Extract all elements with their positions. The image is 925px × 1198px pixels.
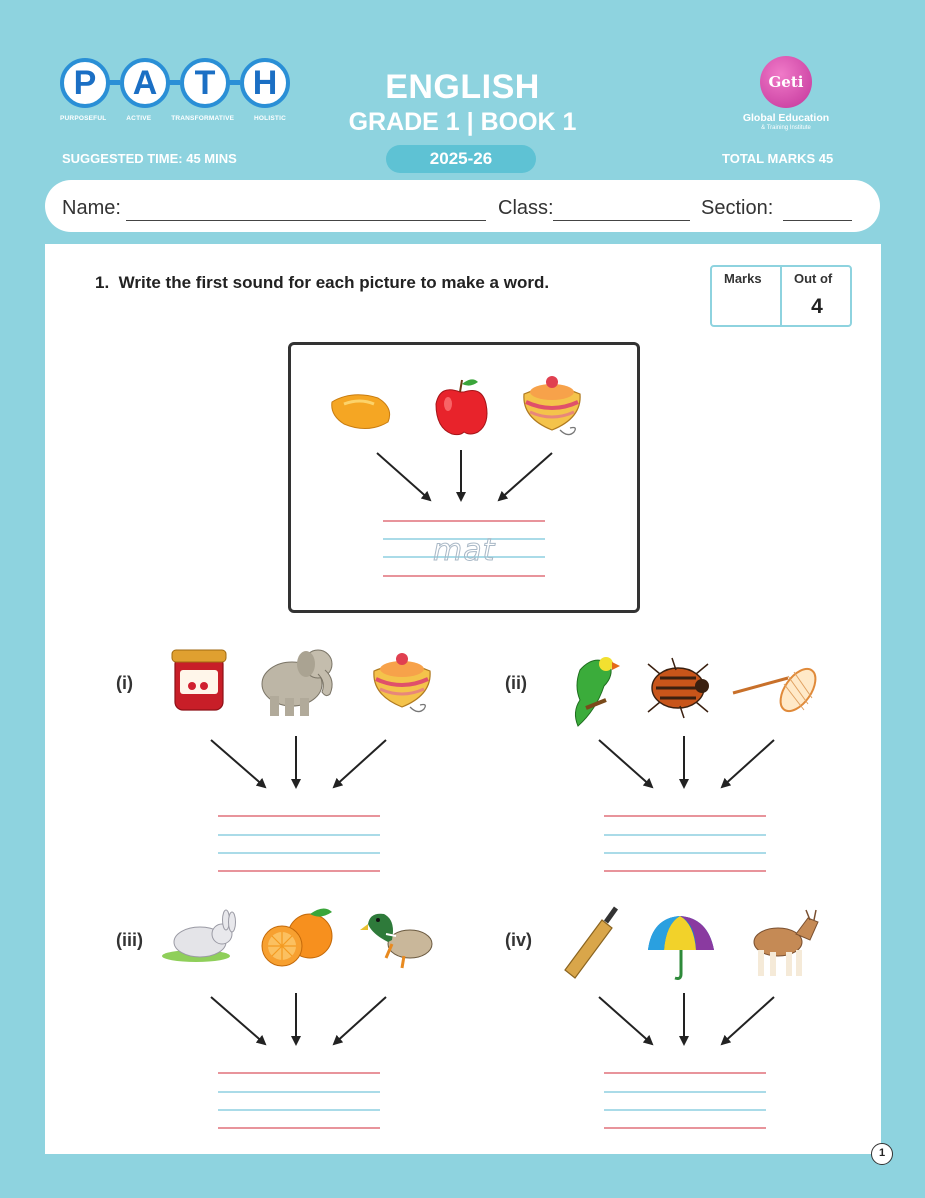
question-number: 1. [95,273,110,292]
logo-letter-a: A [120,58,170,108]
item-ii-writing-lines[interactable] [604,816,766,871]
item-i-writing-lines[interactable] [218,816,380,871]
goat-icon [754,910,818,976]
logo-letter-t: T [180,58,230,108]
item-label-iii: (iii) [116,930,143,950]
item-i-arrows [211,736,386,787]
marks-label: Marks [724,271,762,286]
out-of-label: Out of [794,271,833,286]
parrot-icon [575,657,620,726]
logo-letter-h: H [240,58,290,108]
grade-book-title: GRADE 1 | BOOK 1 [348,108,577,136]
item-ii-arrows [599,736,774,787]
section-label: Section: [701,197,774,219]
apple-icon [436,379,487,434]
subject-title: ENGLISH [385,68,540,106]
jam-jar-icon [172,650,226,710]
suggested-time: SUGGESTED TIME: 45 MINS [62,151,237,166]
logo-word: PURPOSEFUL [60,115,107,122]
rabbit-icon [162,910,236,962]
item-label-ii: (ii) [505,673,527,693]
example-answer-word: mat [433,533,496,568]
publisher-logo: Geti [760,56,812,108]
year-badge: 2025-26 [386,145,536,173]
item-iv-writing-lines[interactable] [604,1073,766,1128]
item-label-i: (i) [116,673,133,693]
logo-word: TRANSFORMATIVE [171,115,235,122]
umbrella-icon [648,916,714,979]
example-pictures [332,376,580,435]
orange-icon [262,908,332,966]
out-of-value: 4 [811,295,823,318]
item-iv-arrows [599,993,774,1044]
cricket-bat-icon [565,908,616,978]
item-label-iv: (iv) [505,930,532,950]
logo-word: HOLISTIC [254,115,286,122]
class-label: Class: [498,197,554,219]
elephant-icon [262,650,332,716]
name-label: Name: [62,197,121,219]
example-arrows [377,450,552,500]
question-instruction: Write the first sound for each picture to make a word. [118,273,550,292]
logo-word: ACTIVE [126,115,152,122]
item-iii-writing-lines[interactable] [218,1073,380,1128]
duck-icon [360,914,432,968]
mango-icon [332,395,390,429]
publisher-name: Global Education [742,112,830,124]
total-marks: TOTAL MARKS 45 [722,151,834,166]
logo-letter-p: P [60,58,110,108]
net-icon [733,663,822,717]
page-number: 1 [871,1143,893,1165]
spinning-top-icon [374,653,430,712]
publisher-tagline: & Training Institute [761,125,811,131]
item-iii-arrows [211,993,386,1044]
beetle-icon [648,658,709,718]
spinning-top-icon [524,376,580,435]
